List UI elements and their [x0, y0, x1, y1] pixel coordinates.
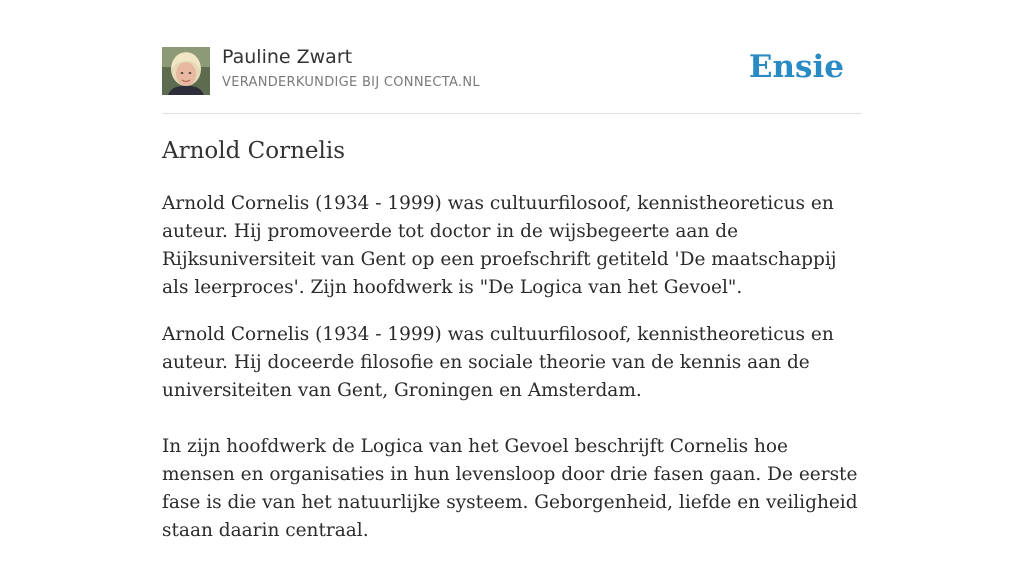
- author-role: VERANDERKUNDIGE BIJ CONNECTA.NL: [222, 75, 480, 90]
- author-name[interactable]: Pauline Zwart: [222, 46, 353, 68]
- article-body: [162, 190, 862, 564]
- author-avatar[interactable]: [162, 47, 210, 95]
- author-header: [162, 46, 862, 96]
- header-divider: [162, 113, 862, 114]
- brand-logo[interactable]: Ensie: [748, 49, 844, 85]
- article-title: Arnold Cornelis: [162, 138, 346, 164]
- article-paragraph-3: In zijn hoofdwerk de Logica van het Gevoel beschrijft Cornelis hoe mensen en organisaties in hun levensloop door drie fasen gaan. De eerste fase is die van het natuurlijke systeem. Geborgenheid, liefde en veiligheid staan daarin centraal.: [162, 436, 858, 541]
- avatar-photo: [162, 47, 210, 95]
- article-paragraph-2: Arnold Cornelis (1934 - 1999) was cultuurfilosoof, kennistheoreticus en auteur. Hij doceerde filosofie en sociale theorie van de kennis aan de universiteiten van Gent, Groningen en Amsterdam.: [162, 324, 834, 401]
- article-paragraph-1: Arnold Cornelis (1934 - 1999) was cultuurfilosoof, kennistheoreticus en auteur. Hij promoveerde tot doctor in de wijsbegeerte aan de Rijksuniversiteit van Gent op een proefschrift getiteld 'De maatschappij als leerproces'. Zijn hoofdwerk is "De Logica van het Gevoel".: [162, 193, 837, 298]
